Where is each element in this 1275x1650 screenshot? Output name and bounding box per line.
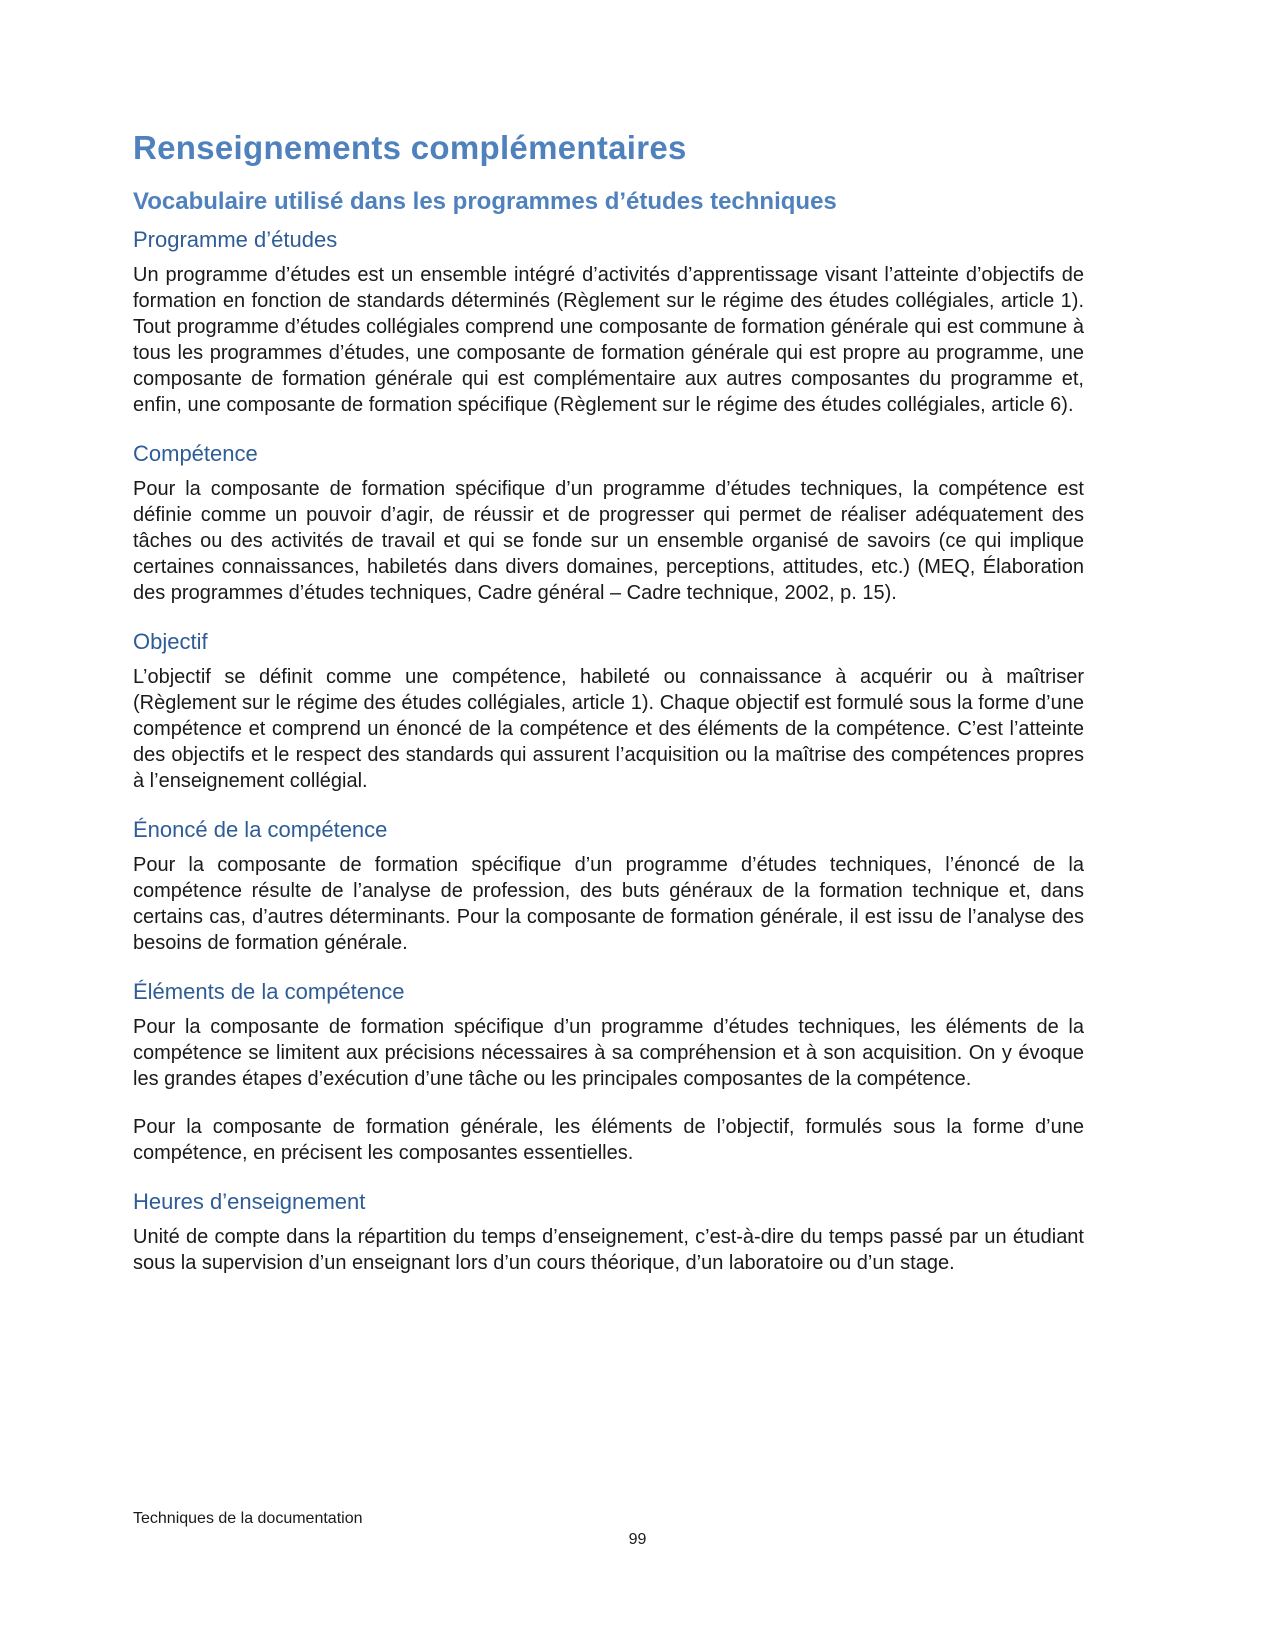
term-definition: Pour la composante de formation spécifique d’un programme d’études techniques, la compétence est définie comme un pouvoir d’agir, de réussir et de progresser qui permet de réaliser adéquatement des tâches ou des activités de travail et qui se fonde sur un ensemble organisé de savoirs (ce qui implique certaines connaissances, habiletés dans divers domaines, perceptions, attitudes, etc.) (MEQ, Élaboration des programmes d’études techniques, Cadre général – Cadre technique, 2002, p. 15). [133, 478, 1084, 604]
section-subtitle: Vocabulaire utilisé dans les programmes d’études techniques [133, 188, 837, 215]
footer-document-title: Techniques de la documentation [133, 1510, 363, 1527]
term-definition: Unité de compte dans la répartition du temps d’enseignement, c’est-à-dire du temps passé par un étudiant sous la supervision d’un enseignant lors d’un cours théorique, d’un laboratoire ou d’un stage. [133, 1226, 1084, 1274]
sections [133, 226, 1084, 1276]
term-heading: Éléments de la compétence [133, 979, 405, 1004]
term-heading: Programme d’études [133, 227, 338, 252]
term-heading: Heures d’enseignement [133, 1189, 366, 1214]
term-heading: Compétence [133, 441, 258, 466]
term-definition: L’objectif se définit comme une compétence, habileté ou connaissance à acquérir ou à maîtriser (Règlement sur le régime des études collégiales, article 1). Chaque objectif est formulé sous la forme d’une compétence et comprend un énoncé de la compétence et des éléments de la compétence. C’est l’atteinte des objectifs et le respect des standards qui assurent l’acquisition ou la maîtrise des compétences propres à l’enseignement collégial. [133, 666, 1084, 792]
term-definition: Un programme d’études est un ensemble intégré d’activités d’apprentissage visant l’atteinte d’objectifs de formation en fonction de standards déterminés (Règlement sur le régime des études collégiales, article 1). Tout programme d’études collégiales comprend une composante de formation générale qui est commune à tous les programmes d’études, une composante de formation générale qui est propre au programme, une composante de formation générale qui est complémentaire aux autres composantes du programme et, enfin, une composante de formation spécifique (Règlement sur le régime des études collégiales, article 6). [133, 264, 1084, 416]
term-heading: Énoncé de la compétence [133, 817, 388, 842]
term-heading: Objectif [133, 629, 208, 654]
term-definition: Pour la composante de formation spécifique d’un programme d’études techniques, les éléments de la compétence se limitent aux précisions nécessaires à sa compréhension et à son acquisition. On y évoque les grandes étapes d’exécution d’une tâche ou les principales composantes de la compétence. [133, 1016, 1084, 1090]
term-definition: Pour la composante de formation spécifique d’un programme d’études techniques, l’énoncé de la compétence résulte de l’analyse de profession, des buts généraux de la formation technique et, dans certains cas, d’autres déterminants. Pour la composante de formation générale, il est issu de l’analyse des besoins de formation générale. [133, 854, 1084, 954]
term-definition: Pour la composante de formation générale, les éléments de l’objectif, formulés sous la forme d’une compétence, en précisent les composantes essentielles. [133, 1116, 1084, 1164]
page-title: Renseignements complémentaires [133, 129, 687, 166]
page-number: 99 [628, 1531, 647, 1548]
page-content [133, 128, 1084, 1298]
